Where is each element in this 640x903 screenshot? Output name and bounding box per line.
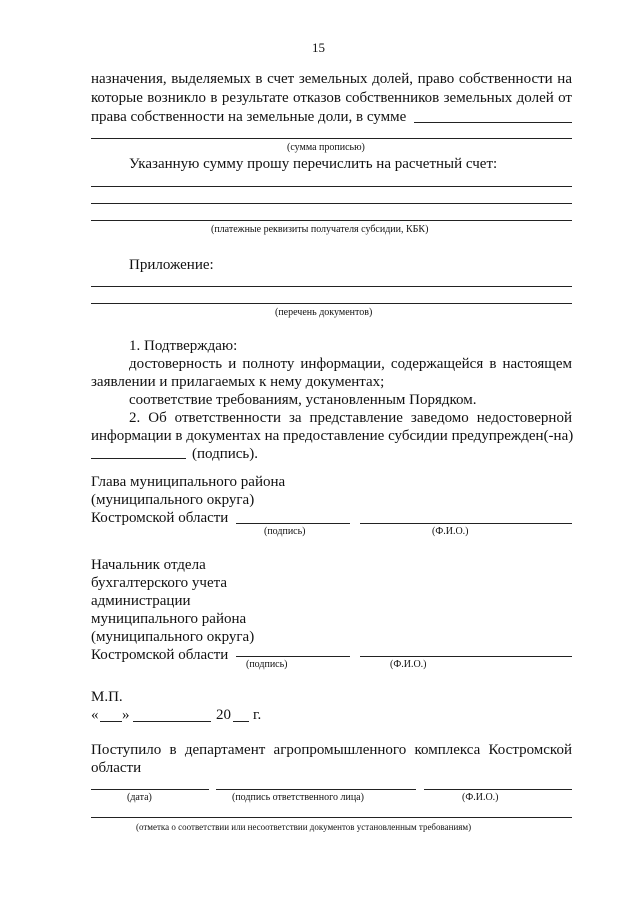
transfer-request: Указанную сумму прошу перечислить на расчетный счет: (129, 156, 498, 172)
head-title-2: (муниципального округа) (91, 492, 255, 508)
received-line-2: области (91, 760, 142, 776)
date-day-line (100, 721, 122, 722)
responsibility-sign-label: (подпись). (192, 446, 259, 462)
received-line-1: Поступило в департамент агропромышленного комплекса Костромской (91, 742, 572, 758)
requisites-line-2 (91, 203, 572, 204)
received-sign-caption: (подпись ответственного лица) (232, 792, 364, 803)
requisites-caption: (платежные реквизиты получателя субсидии, КБК) (211, 224, 429, 235)
responsibility-sign-line (91, 458, 186, 459)
page-number: 15 (312, 40, 325, 55)
accounting-title-2: бухгалтерского учета (91, 575, 228, 591)
received-name-caption: (Ф.И.О.) (462, 792, 499, 803)
accounting-title-6: Костромской области (91, 647, 229, 663)
date-open-quote: « (91, 707, 99, 723)
head-name-line (360, 523, 572, 524)
amount-caption: (сумма прописью) (287, 142, 365, 153)
documents-line-1 (91, 286, 572, 287)
head-title-3: Костромской области (91, 510, 229, 526)
requisites-line-1 (91, 186, 572, 187)
accounting-name-caption: (Ф.И.О.) (390, 659, 427, 670)
responsibility-line-1: 2. Об ответственности за представление заведомо недостоверной (129, 410, 572, 426)
accounting-name-line (360, 656, 572, 657)
accounting-sign-line (236, 656, 350, 657)
head-sign-line (236, 523, 350, 524)
date-year-prefix: 20 (216, 707, 231, 723)
accounting-sign-caption: (подпись) (246, 659, 288, 670)
intro-line-2: которые возникло в результате отказов собственников земельных долей от (91, 90, 572, 106)
confirm-heading: 1. Подтверждаю: (129, 338, 238, 354)
confirm-line-2: заявлении и прилагаемых к нему документах; (91, 374, 385, 390)
accounting-title-5: (муниципального округа) (91, 629, 255, 645)
accounting-title-4: муниципального района (91, 611, 247, 627)
confirm-line-1: достоверность и полноту информации, содержащейся в настоящем (129, 356, 572, 372)
received-date-caption: (дата) (127, 792, 152, 803)
accounting-title-1: Начальник отдела (91, 557, 206, 573)
received-name-line (424, 789, 572, 790)
amount-blank-line (414, 122, 572, 123)
documents-line-2 (91, 303, 572, 304)
attachment-heading: Приложение: (129, 257, 214, 273)
date-year-line (233, 721, 249, 722)
amount-words-line (91, 138, 572, 139)
received-note-caption: (отметка о соответствии или несоответствии документов установленным требованиям) (136, 822, 472, 832)
date-month-line (133, 721, 211, 722)
date-close-quote: » (122, 707, 130, 723)
received-note-line (91, 817, 572, 818)
received-date-line (91, 789, 209, 790)
responsibility-line-2: информации в документах на предоставление субсидии предупрежден(-на) (91, 428, 574, 444)
confirm-line-3: соответствие требованиям, установленным Порядком. (129, 392, 477, 408)
head-name-caption: (Ф.И.О.) (432, 526, 469, 537)
head-title-1: Глава муниципального района (91, 474, 286, 490)
received-sign-line (216, 789, 416, 790)
intro-line-1: назначения, выделяемых в счет земельных долей, право собственности на (91, 71, 572, 87)
date-year-suffix: г. (253, 707, 262, 723)
stamp-label: М.П. (91, 689, 123, 705)
accounting-title-3: администрации (91, 593, 191, 609)
documents-caption: (перечень документов) (275, 307, 373, 318)
intro-line-3: права собственности на земельные доли, в сумме (91, 109, 407, 125)
head-sign-caption: (подпись) (264, 526, 306, 537)
requisites-line-3 (91, 220, 572, 221)
